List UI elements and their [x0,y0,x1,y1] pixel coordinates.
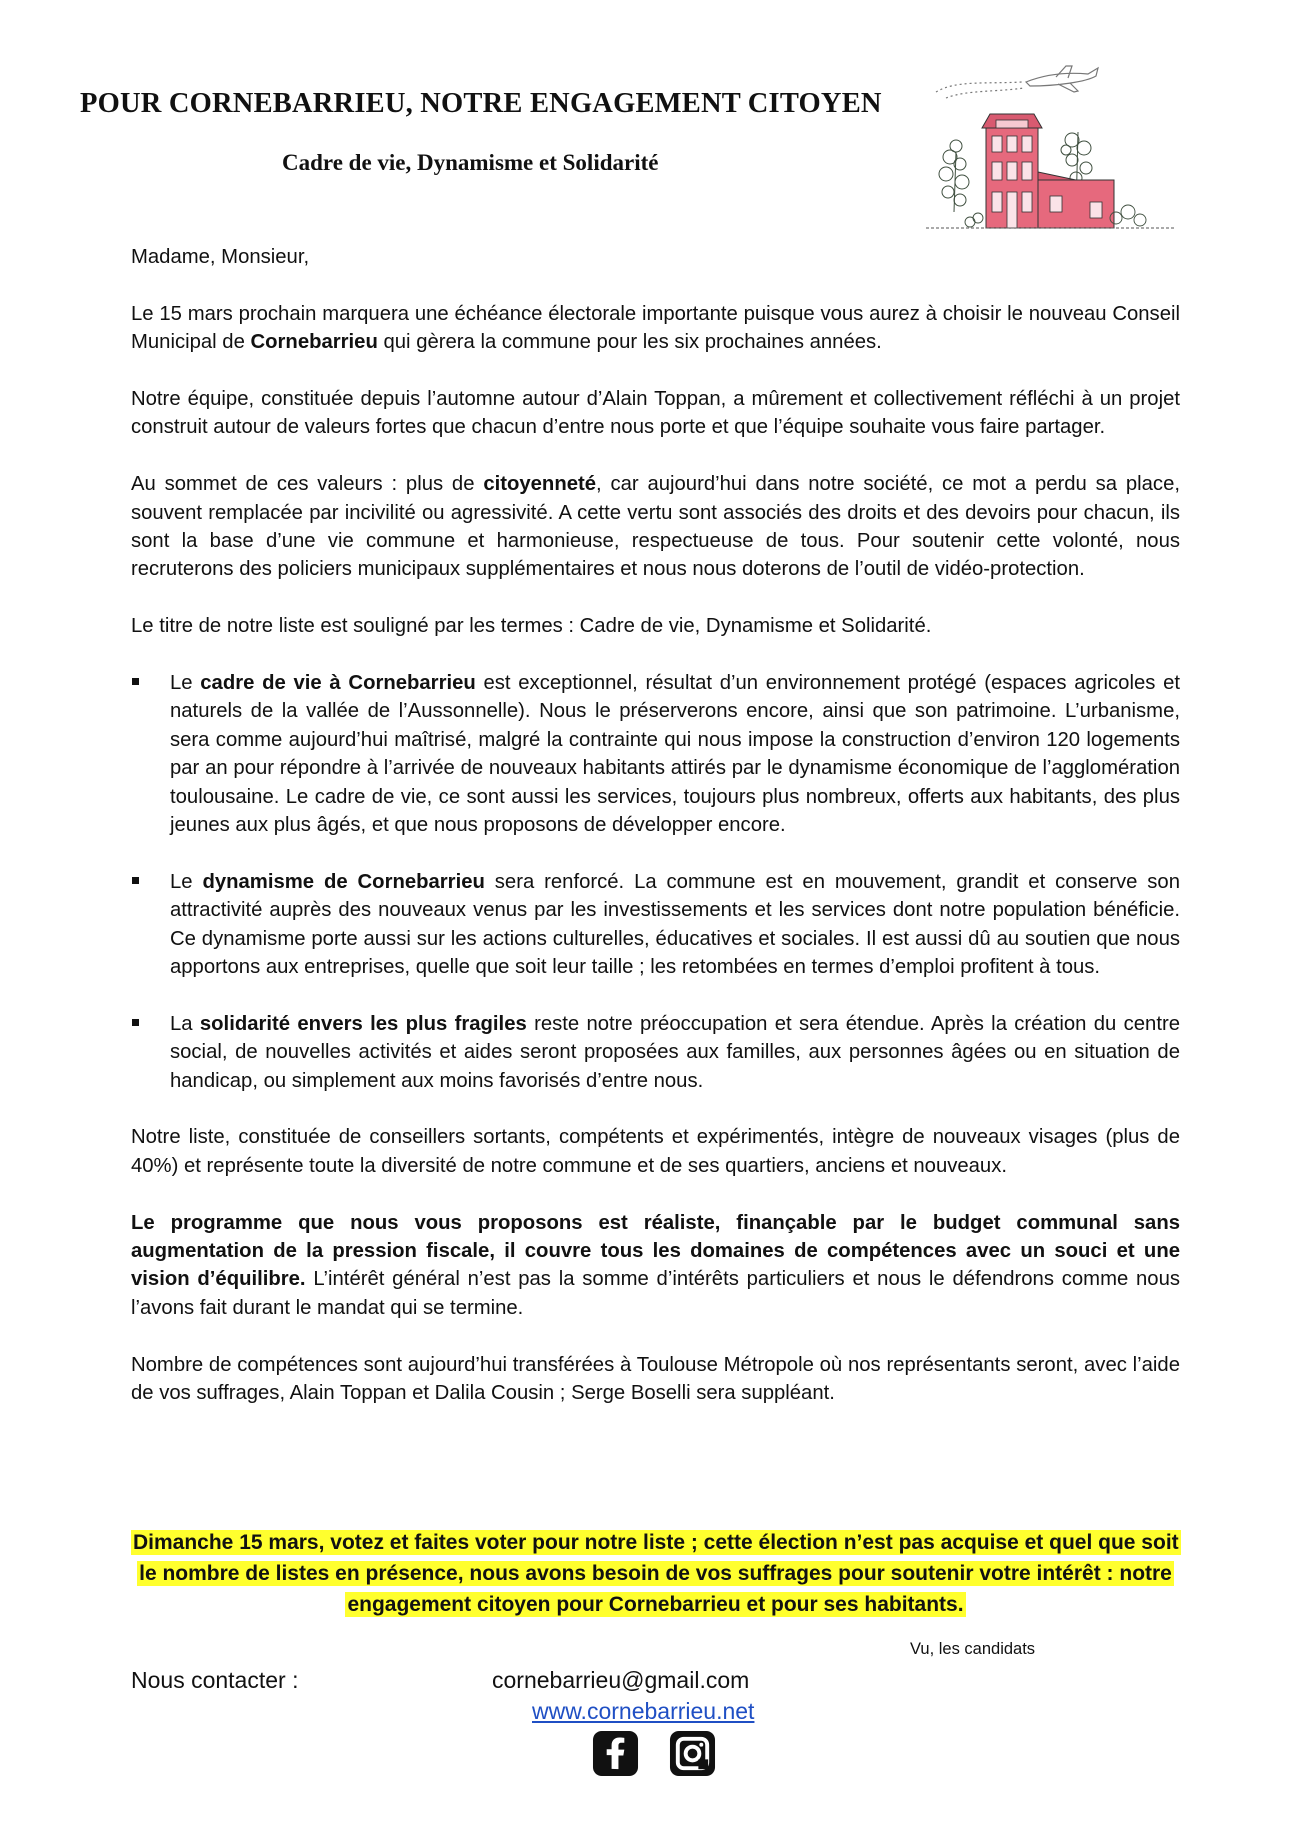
town-name: Cornebarrieu [250,331,378,354]
page-subtitle: Cadre de vie, Dynamisme et Solidarité [282,150,659,175]
paragraph-text: , car aujourd’hui dans notre société, ce mot a perdu sa place, souvent remplacée par incivilité ou agressivité. A cette vertu sont associés des droits et des devoirs pour chacun, ils sont la base d’une vie commune et harmonieuse, respectueuse de tous. Pour soutenir cette volonté, nous recruterons des policiers municipaux supplémentaires et nous nous doterons de l’outil de vidéo-protection. [131,473,1180,581]
paragraph-text: L’intérêt général n’est pas la somme d’intérêts particuliers et nous le défendrons comme nous l’avons fait durant le mandat qui se termine. [131,1268,1181,1319]
paragraph-programme [131,1209,1180,1323]
page-title: POUR CORNEBARRIEU, NOTRE ENGAGEMENT CITOYEN [80,88,882,119]
bullet-square-icon [132,877,139,884]
vote-call-to-action [131,1527,1180,1620]
list-item-text: reste notre préoccupation et sera étendue. Après la création du centre social, de nouvelles activités et aides seront proposées aux familles, aux personnes âgées ou en situation de handicap, ou simplement aux moins favorisés d’entre nous. [170,1012,1180,1092]
values-list [131,669,1180,1095]
programme-highlight: Le programme que nous vous proposons est réaliste, finançable par le budget communal sans augmentation de la pression fiscale, il couvre tous les domaines de compétences avec un souci et une vision d’équilibre. [131,1211,1180,1291]
list-item-dynamisme [131,868,1180,982]
paragraph-text: Le 15 mars prochain marquera une échéance électorale importante puisque vous aurez à choisir le nouveau Conseil Municipal de [131,302,1180,354]
airplane-icon [936,66,1098,98]
house-building [926,114,1176,228]
keyword-dynamisme: dynamisme de Cornebarrieu [202,870,485,893]
list-item-text: La [170,1012,200,1035]
list-item-text: sera renforcé. La commune est en mouvement, grandit et conserve son attractivité auprès des nouveaux venus par les investissements et les services dont notre population bénéficie. Ce dynamisme porte aussi sur les actions culturelles, éducatives et sociales. Il est aussi dû au soutien que nous apportons aux entreprises, quelle que soit leur taille ; les retombées en termes d’emploi profitent à tous. [170,870,1180,979]
list-item-text: Le [170,870,203,893]
keyword-solidarite: solidarité envers les plus fragiles [199,1012,527,1035]
greeting: Madame, Monsieur, [131,246,310,268]
instagram-icon[interactable] [669,1730,716,1777]
facebook-icon[interactable] [592,1730,639,1777]
paragraph-metropole: Nombre de compétences sont aujourd’hui transférées à Toulouse Métropole où nos représentants seront, avec l’aide de vos suffrages, Alain Toppan et Dalila Cousin ; Serge Boselli sera suppléant. [131,1353,1180,1405]
paragraph-text: qui gèrera la commune pour les six prochaines années. [377,331,882,354]
bullet-square-icon [132,1019,139,1026]
list-item-cadre-de-vie [131,669,1180,839]
paragraph-team: Notre équipe, constituée depuis l’automne autour d’Alain Toppan, a mûrement et collectivement réfléchi à un projet construit autour de valeurs fortes que chacun d’entre nous porte et que l’équipe souhaite vous faire partager. [131,388,1180,439]
contact-email[interactable]: cornebarrieu@gmail.com [492,1667,750,1693]
paragraph-text: Au sommet de ces valeurs : plus de [131,473,484,496]
list-item-text: Le [170,672,201,695]
letter-body [131,243,1180,1436]
paragraph-election [131,300,1180,357]
list-item-solidarite [131,1010,1180,1095]
keyword-citizenship: citoyenneté [483,473,597,496]
signature-line: Vu, les candidats [910,1640,1036,1658]
contact-label: Nous contacter : [131,1667,299,1693]
tree-left [939,140,969,212]
paragraph-candidates: Notre liste, constituée de conseillers sortants, compétents et expérimentés, intègre de nouveaux visages (plus de 40%) et représente toute la diversité de notre commune et de ses quartiers, anciens et nouveaux. [131,1126,1180,1177]
bullet-square-icon [132,678,139,685]
keyword-cadre-de-vie: cadre de vie à Cornebarrieu [200,672,476,695]
paragraph-citizenship [131,470,1180,584]
house-logo-illustration [926,62,1176,252]
website-link[interactable]: www.cornebarrieu.net [532,1698,755,1724]
highlighted-text: Dimanche 15 mars, votez et faites voter pour notre liste ; cette élection n’est pas acquise et quel que soit le nombre de listes en présence, nous avons besoin de vos suffrages pour soutenir votre intérêt : notre engagement citoyen pour Cornebarrieu et pour ses habitants. [133,1531,1179,1616]
paragraph-list-title: Le titre de notre liste est souligné par les termes : Cadre de vie, Dynamisme et Solidarité. [131,615,932,638]
list-item-text: est exceptionnel, résultat d’un environnement protégé (espaces agricoles et naturels de la vallée de l’Aussonnelle). Nous le préserverons encore, ainsi que son patrimoine. L’urbanisme, sera comme aujourd’hui maîtrisé, malgré la contrainte qui nous impose la construction d’environ 120 logements par an pour répondre à l’arrivée de nouveaux habitants attirés par le dynamisme économique de l’agglomération toulousaine. Le cadre de vie, ce sont aussi les services, toujours plus nombreux, offerts aux habitants, des plus jeunes aux plus âgés, et que nous proposons de développer encore. [170,672,1180,837]
